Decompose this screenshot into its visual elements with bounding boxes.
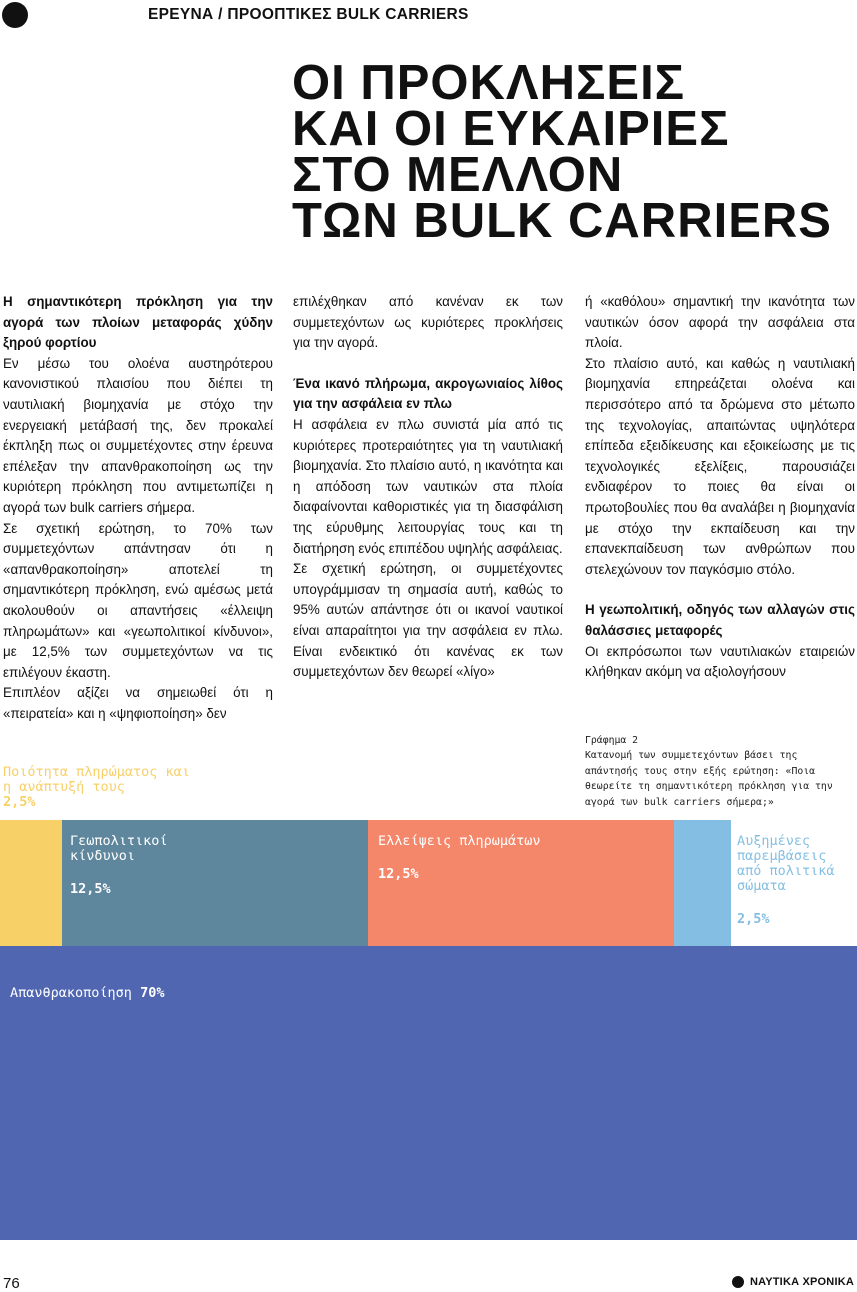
paragraph: Σε σχετική ερώτηση, το 70% των συμμετεχόντων απάντησαν ότι η «απανθρακοποίηση» αποτελεί τη σημαντικότερη πρόκληση, ενώ αμέσως μετά ακολουθούν οι απαντήσεις «έλλειψη πληρωμάτων» και «γεωπολιτικοί κίνδυνοι», με 12,5% των συμμετεχόντων να τις επιλέγουν έκαστη. (3, 520, 273, 680)
chart-number: Γράφημα 2 (585, 735, 639, 746)
chart-caption (585, 733, 850, 810)
brand-footer (732, 1276, 854, 1288)
subheading: Η σημαντικότερη πρόκληση για την αγορά των πλοίων μεταφοράς χύδην ξηρού φορτίου (3, 294, 273, 351)
chart-category-label: Γεωπολιτικοί κίνδυνοι (70, 833, 168, 864)
chart-label-decarbonization (10, 986, 164, 1001)
paragraph: Επιπλέον αξίζει να σημειωθεί ότι η «πειρατεία» και η «ψηφιοποίηση» δεν (3, 685, 273, 721)
chart-value-label: 12,5% (378, 866, 419, 882)
title-line: ΟΙ ΠΡΟΚΛΗΣΕΙΣ (292, 56, 686, 110)
chart-label-geopolitical-risks (70, 834, 220, 897)
article-column-2 (293, 292, 563, 683)
magazine-logo-icon (2, 2, 28, 28)
title-line: ΣΤΟ ΜΕΛΛΟΝ (292, 148, 624, 202)
paragraph: ή «καθόλου» σημαντική την ικανότητα των ναυτικών όσον αφορά την ασφάλεια στα πλοία. (585, 294, 855, 351)
title-line: ΚΑΙ ΟΙ ΕΥΚΑΙΡΙΕΣ (292, 102, 730, 156)
chart-value-label: 2,5% (737, 911, 770, 927)
title-line: ΤΩΝ BULK CARRIERS (292, 194, 832, 248)
section-label: ΕΡΕΥΝΑ / ΠΡΟΟΠΤΙΚΕΣ BULK CARRIERS (148, 6, 469, 23)
chart-category-label: Ποιότητα πληρώματος και η ανάπτυξή τους (3, 764, 190, 795)
chart-question: Κατανομή των συμμετεχόντων βάσει της απάντησής τους στην εξής ερώτηση: «Ποια θεωρείτε τη σημαντικότερη πρόκληση για την αγορά των bulk carriers σήμερα;» (585, 750, 833, 808)
paragraph: Εν μέσω του ολοένα αυστηρότερου κανονιστικού πλαισίου που διέπει τη ναυτιλιακή βιομηχανία με στόχο την ενεργειακή μετάβασή της, δεν προκαλεί έκπληξη πως οι συμμετέχοντες στην έρευνα επέλεξαν την απανθρακοποίηση ως την κυριότερη πρόκληση που αντιμετωπίζει η αγορά των bulk carriers σήμερα. (3, 355, 273, 515)
chart-label-crew-shortages (378, 834, 658, 882)
paragraph: Σε σχετική ερώτηση, οι συμμετέχοντες υπογράμμισαν τη σημασία αυτή, καθώς το 95% αυτών απάντησε ότι οι ικανοί ναυτικοί είναι απαραίτητοι για την ασφάλεια εν πλω. Είναι ενδεικτικό ότι κανένας εκ των συμμετεχόντων δεν θεωρεί «λίγο» (293, 561, 563, 680)
brand-logo-icon (732, 1276, 744, 1288)
chart-value-label: 12,5% (70, 881, 111, 897)
paragraph: Η ασφάλεια εν πλω συνιστά μία από τις κυριότερες προτεραιότητες για τη ναυτιλιακή βιομηχανία. Στο πλαίσιο αυτό, η ικανότητα και η απόδοση των ναυτικών στα πλοία διαφαίνονται καθοριστικές για τη διασφάλιση της εύρυθμης λειτουργίας τους και τη διατήρηση ενός επιπέδου υψηλής ασφάλειας. (293, 416, 563, 556)
subheading: Ένα ικανό πλήρωμα, ακρογωνιαίος λίθος για την ασφάλεια εν πλω (293, 375, 563, 412)
subheading: Η γεωπολιτική, οδηγός των αλλαγών στις θαλάσσιες μεταφορές (585, 602, 855, 638)
chart-category-label: Ελλείψεις πληρωμάτων (378, 833, 541, 849)
chart-block-political-interventions (674, 820, 731, 967)
article-column-1 (3, 292, 273, 724)
chart-label-crew-quality (3, 765, 193, 810)
paragraph: επιλέχθηκαν από κανέναν εκ των συμμετεχόντων ως κυριότερες προκλήσεις για την αγορά. (293, 294, 563, 351)
paragraph: Στο πλαίσιο αυτό, και καθώς η ναυτιλιακή βιομηχανία επηρεάζεται ολοένα και περισσότερο από τα δρώμενα στο μέτωπο της τεχνολογίας, απαιτώντας υψηλότερα επίπεδα εξειδίκευσης και εξοικείωσης με τις τεχνολογικές εξελίξεις, παρουσιάζει ενδιαφέρον το ποιες θα είναι οι πρωτοβουλίες που θα αναλάβει η βιομηχανία με στόχο την εκπαίδευση και την επανεκπαίδευση των ανθρώπων που στελεχώνουν τον παγκόσμιο στόλο. (585, 355, 855, 577)
page-title (292, 56, 832, 248)
chart-category-label: Απανθρακοποίηση (10, 985, 132, 1001)
chart-label-political-interventions (737, 834, 855, 927)
article-column-3 (585, 292, 855, 683)
brand-name: ΝΑΥΤΙΚΑ ΧΡΟΝΙΚΑ (749, 1276, 854, 1288)
chart-value-label: 70% (140, 985, 165, 1001)
paragraph: Οι εκπρόσωποι των ναυτιλιακών εταιρειών κλήθηκαν ακόμη να αξιολογήσουν (585, 643, 855, 680)
chart-value-label: 2,5% (3, 794, 36, 810)
chart-category-label: Αυξημένες παρεμβάσεις από πολιτικά σώματα (737, 833, 835, 894)
chart-block-crew-quality (0, 820, 62, 967)
page-number: 76 (3, 1275, 20, 1292)
